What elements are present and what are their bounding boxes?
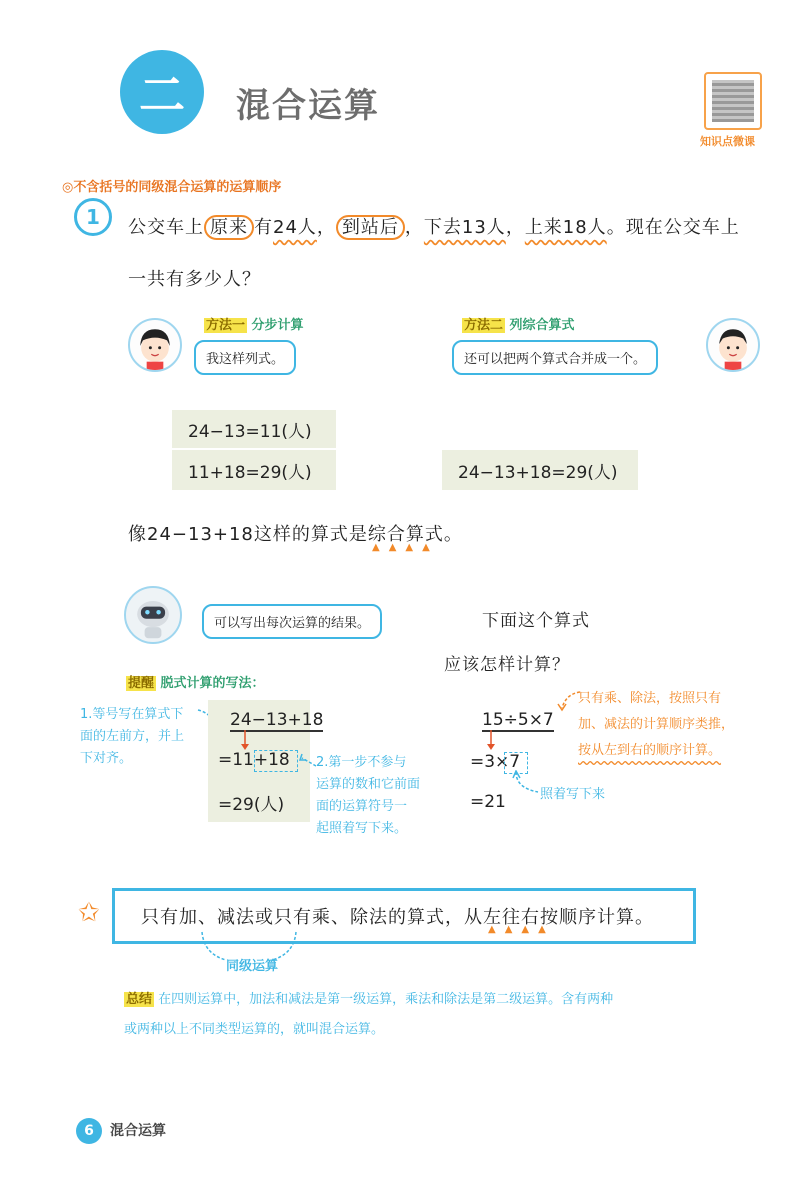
- page-number: 6: [76, 1118, 102, 1144]
- note-first-step: [316, 752, 420, 840]
- girl-avatar-icon: [128, 318, 182, 372]
- rule-part-3: 按顺序计算。: [540, 907, 654, 928]
- method-one-name: 分步计算: [251, 318, 304, 333]
- note-copy-down: 照着写下来: [540, 787, 606, 802]
- circled-word: 原来: [204, 215, 254, 240]
- section-heading: ◎不含括号的同级混合运算的运算顺序: [62, 180, 282, 195]
- note-multiplication-order: [578, 686, 734, 764]
- expr-left-line2: =11+18: [218, 750, 290, 770]
- calc-step-2: 11+18=29(人): [172, 450, 336, 490]
- expr-right-line3: =21: [470, 792, 506, 812]
- boy-avatar-icon: [706, 318, 760, 372]
- method-two-tag: [462, 314, 575, 333]
- expr-left-line3: =29(人): [218, 795, 285, 815]
- method-two-label: 方法二: [464, 318, 504, 333]
- statement-term: 综合算式: [367, 524, 444, 545]
- method-one-bubble: 我这样列式。: [194, 340, 296, 375]
- chapter-number-badge: 二: [120, 50, 204, 134]
- summary-line-1: 在四则运算中，加法和减法是第一级运算，乘法和除法是第二级运算。含有两种: [158, 992, 614, 1007]
- expr-left-line1: 24−13+18: [230, 710, 324, 730]
- question-line-2: 应该怎样计算？: [444, 655, 570, 675]
- qr-code-icon[interactable]: [704, 72, 762, 130]
- problem-text-part: 公交车上: [128, 217, 204, 238]
- expr-right-line1: 15÷5×7: [482, 710, 554, 730]
- problem-text-part: ，: [404, 217, 424, 238]
- problem-text-part: ，: [505, 217, 525, 238]
- robot-avatar-icon: [124, 586, 182, 644]
- rule-part-2: 从左往右: [464, 907, 540, 928]
- problem-text-part: 下去13人: [423, 217, 506, 238]
- down-arrow-icon: [240, 730, 250, 752]
- note-line: 2.第一步不参与: [316, 755, 407, 770]
- dashed-highlight: [254, 750, 298, 772]
- down-arrow-icon: [486, 730, 496, 752]
- method-two-name: 列综合算式: [509, 318, 575, 333]
- arrow-icon: [298, 752, 318, 772]
- method-two-bubble: 还可以把两个算式合并成一个。: [452, 340, 658, 375]
- note-line: 运算的数和它前面: [316, 777, 421, 792]
- statement-prefix: 像24−13+18这样的算式是: [128, 524, 368, 545]
- rule-part-1: 只有加、减法或只有乘、除法的算式，: [141, 907, 464, 928]
- robot-bubble: 可以写出每次运算的结果。: [202, 604, 382, 639]
- note-line: 加、减法的计算顺序类推，: [578, 717, 735, 732]
- expr-right-line2: =3×7: [470, 752, 521, 772]
- circled-word: 到站后: [336, 215, 405, 240]
- method-one-tag: [204, 314, 304, 333]
- star-icon: ✩: [78, 898, 100, 928]
- statement-suffix: 。: [443, 524, 463, 545]
- note-line: 只有乘、除法，按照只有: [578, 691, 722, 706]
- tip-tag: [126, 672, 265, 691]
- calc-combined: 24−13+18=29(人): [442, 450, 638, 490]
- footer-title: 混合运算: [110, 1123, 166, 1139]
- note-line: 按从左到右的顺序计算。: [578, 743, 722, 758]
- level-label: 同级运算: [226, 959, 279, 974]
- note-line: 面的左前方，并上: [80, 729, 185, 744]
- tip-text: 脱式计算的写法：: [160, 676, 265, 691]
- note-equals-sign: [80, 704, 184, 770]
- problem-text-part: 有: [254, 217, 273, 238]
- note-line: 下对齐。: [80, 751, 133, 766]
- tip-label: 提醒: [128, 676, 155, 691]
- note-line: 1.等号写在算式下: [80, 707, 184, 722]
- problem-text-line2: 一共有多少人？: [128, 269, 261, 290]
- summary-text: [124, 985, 774, 1045]
- summary-line-2: 或两种以上不同类型运算的，就叫混合运算。: [124, 1022, 385, 1037]
- problem-text-part: 24人: [273, 217, 317, 238]
- method-one-label: 方法一: [206, 318, 246, 333]
- problem-text-part: 上来18人: [524, 217, 607, 238]
- problem-text-part: ，: [316, 217, 336, 238]
- note-line: 起照着写下来。: [316, 821, 408, 836]
- question-line-1: 下面这个算式: [482, 611, 590, 631]
- calc-step-1: 24−13=11(人): [172, 410, 336, 448]
- qr-label: 知识点微课: [700, 135, 755, 148]
- problem-number: 1: [74, 198, 112, 236]
- emphasis-triangles: ▲▲▲▲: [488, 924, 555, 935]
- problem-text: [128, 202, 778, 306]
- note-line: 面的运算符号一: [316, 799, 408, 814]
- emphasis-triangles: ▲▲▲▲: [372, 542, 439, 553]
- summary-tag: 总结: [126, 992, 153, 1007]
- arrow-icon: [512, 770, 542, 798]
- problem-text-part: 。现在公交车上: [606, 217, 740, 238]
- chapter-title: 混合运算: [236, 86, 380, 126]
